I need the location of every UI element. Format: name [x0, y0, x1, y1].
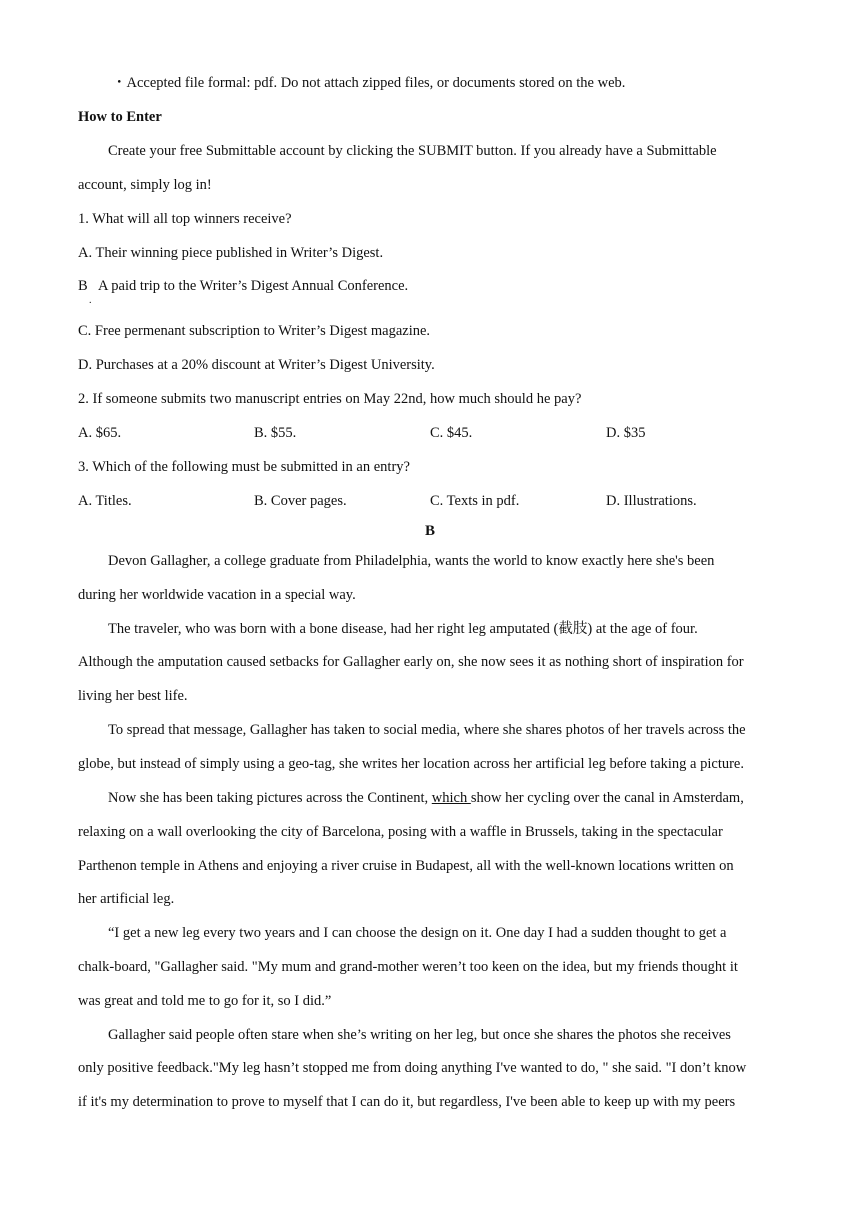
para-3-line-1: To spread that message, Gallagher has taken to social media, where she shares photos of her travels across the	[108, 722, 746, 738]
question-2: 2. If someone submits two manuscript entries on May 22nd, how much should he pay?	[78, 391, 582, 407]
para-5-line-3: was great and told me to go for it, so I did.”	[78, 993, 332, 1009]
q2-option-c: C. $45.	[430, 425, 473, 441]
q2-option-d: D. $35	[606, 425, 646, 441]
q3-option-b: B. Cover pages.	[254, 493, 347, 509]
para-6-line-3: if it's my determination to prove to myself that I can do it, but regardless, I've been able to keep up with my peers	[78, 1094, 736, 1110]
para-4-line-2: relaxing on a wall overlooking the city of Barcelona, posing with a waffle in Brussels, taking in the spectacular	[78, 824, 723, 840]
q3-option-c: C. Texts in pdf.	[430, 493, 520, 509]
how-to-enter-line-2: account, simply log in!	[78, 177, 212, 193]
para-1-line-2: during her worldwide vacation in a special way.	[78, 587, 356, 603]
para-4-line-1-pre: Now she has been taking pictures across the Continent,	[108, 790, 432, 806]
how-to-enter-heading: How to Enter	[78, 109, 162, 125]
q1-option-b-text: A paid trip to the Writer’s Digest Annual Conference.	[98, 278, 409, 294]
para-4-line-1-post: show her cycling over the canal in Amsterdam,	[470, 790, 744, 806]
question-3: 3. Which of the following must be submitted in an entry?	[78, 459, 410, 475]
q1-option-a: A. Their winning piece published in Writer’s Digest.	[78, 245, 384, 261]
para-3-line-2: globe, but instead of simply using a geo-tag, she writes her location across her artificial leg before taking a picture.	[78, 756, 744, 772]
para-2-line-3: living her best life.	[78, 688, 188, 704]
para-5-line-2: chalk-board, "Gallagher said. "My mum and grand-mother weren’t too keen on the idea, but my friends thought it	[78, 959, 738, 975]
q1-option-b-letter: B	[78, 278, 88, 294]
q1-option-c: C. Free permenant subscription to Writer’s Digest magazine.	[78, 323, 431, 339]
q3-option-d: D. Illustrations.	[606, 493, 697, 509]
para-4-line-4: her artificial leg.	[78, 891, 175, 907]
para-4-line-1	[108, 788, 744, 808]
q1-option-d: D. Purchases at a 20% discount at Writer’s Digest University.	[78, 357, 435, 373]
q3-option-a: A. Titles.	[78, 493, 132, 509]
q2-option-b: B. $55.	[254, 425, 297, 441]
how-to-enter-line-1: Create your free Submittable account by clicking the SUBMIT button. If you already have a Submittable	[108, 143, 717, 159]
q2-option-a: A. $65.	[78, 425, 122, 441]
section-b-heading: B	[424, 523, 435, 539]
para-4-line-3: Parthenon temple in Athens and enjoying a river cruise in Budapest, all with the well-known locations written on	[78, 858, 734, 874]
para-2-line-2: Although the amputation caused setbacks for Gallagher early on, she now sees it as nothing short of inspiration for	[78, 654, 744, 670]
q1-option-b-dot: .	[89, 295, 92, 306]
para-6-line-1: Gallagher said people often stare when she’s writing on her leg, but once she shares the photos she receives	[108, 1027, 731, 1043]
para-1-line-1: Devon Gallagher, a college graduate from Philadelphia, wants the world to know exactly here she's been	[108, 553, 715, 569]
file-format-bullet: ・Accepted file formal: pdf. Do not attach zipped files, or documents stored on the web.	[112, 75, 626, 91]
para-6-line-2: only positive feedback."My leg hasn’t stopped me from doing anything I've wanted to do, " she said. "I don’t know	[78, 1060, 747, 1076]
underlined-which: which	[431, 790, 471, 806]
para-5-line-1: “I get a new leg every two years and I can choose the design on it. One day I had a sudden thought to get a	[108, 925, 727, 941]
para-2-line-1: The traveler, who was born with a bone disease, had her right leg amputated (截肢) at the age of four.	[108, 621, 698, 637]
question-1: 1. What will all top winners receive?	[78, 211, 292, 227]
